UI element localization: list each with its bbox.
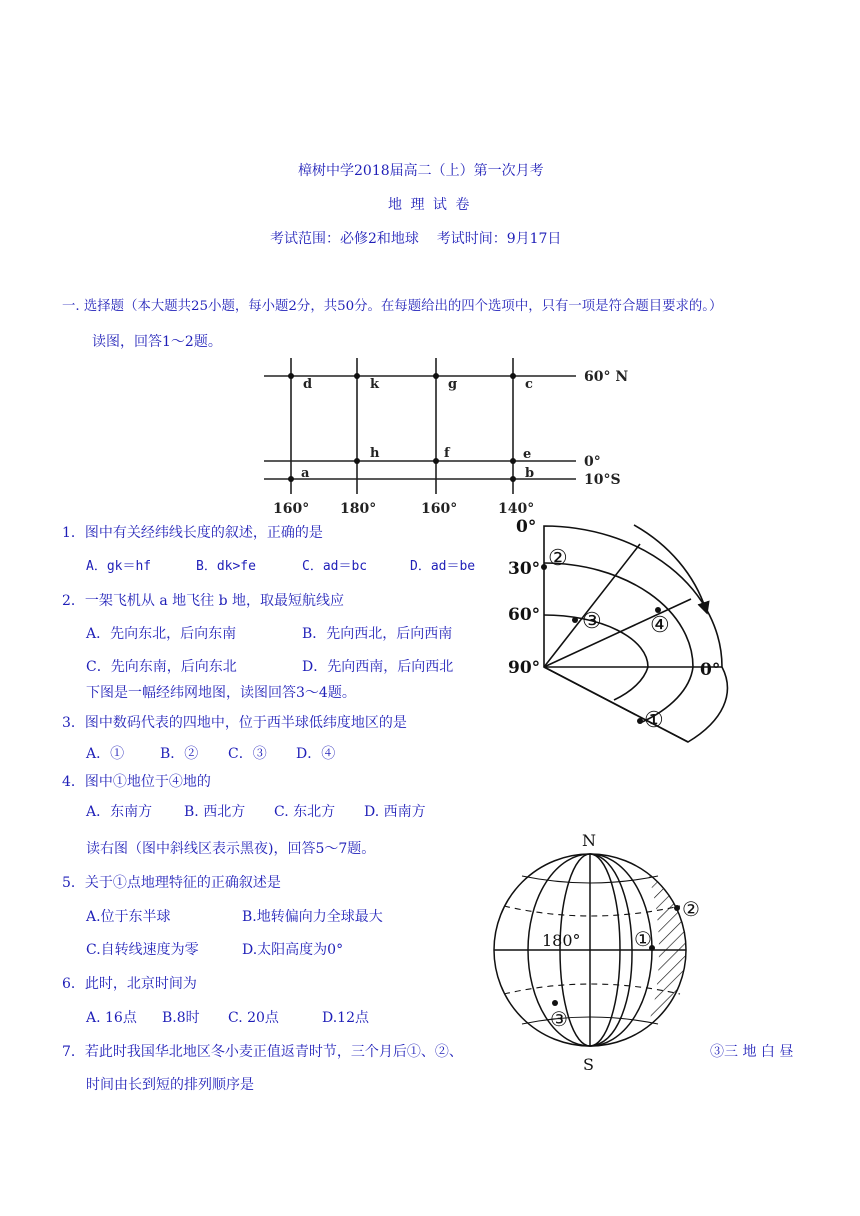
q1-option-c: C．ad＝bc <box>302 559 368 574</box>
point-k: k <box>370 377 380 392</box>
q4-option-d: D. 西南方 <box>364 804 426 820</box>
lon-label-3: 160° <box>421 501 458 517</box>
q2-option-c: C．先向东南，后向东北 <box>86 659 237 675</box>
point-b: b <box>525 466 535 481</box>
q4-option-a: A．东南方 <box>86 804 153 820</box>
q5-stem: 5．关于①点地理特征的正确叙述是 <box>62 875 281 891</box>
fig2-lon-0-label: 0° <box>700 660 721 680</box>
point-e: e <box>523 447 532 462</box>
q4-option-c: C. 东北方 <box>274 804 336 820</box>
q6-stem: 6．此时，北京时间为 <box>62 976 197 992</box>
section-heading: 一. 选择题（本大题共25小题，每小题2分，共50分。在每题给出的四个选项中，只有一项是符合题目要求的。） <box>62 299 723 314</box>
globe-marker-2: ② <box>682 897 700 921</box>
point-f: f <box>444 446 450 461</box>
q3-option-b: B．② <box>160 746 199 762</box>
q1-stem: 1．图中有关经纬线长度的叙述，正确的是 <box>62 525 323 541</box>
q3-option-c: C．③ <box>228 746 267 762</box>
q7-stem-part1: 7．若此时我国华北地区冬小麦正值返青时节，三个月后①、②、 <box>62 1044 463 1060</box>
fig2-intro: 下图是一幅经纬网地图，读图回答3～4题。 <box>86 685 356 701</box>
q5-option-c: C.自转线速度为零 <box>86 942 199 958</box>
lon-label-2: 180° <box>340 501 377 517</box>
q4-option-b: B. 西北方 <box>184 804 246 820</box>
lat-long-grid-figure <box>258 354 648 520</box>
point-h: h <box>370 446 380 461</box>
point-d: d <box>303 377 313 392</box>
fig2-lat-0-label: 0° <box>516 517 537 537</box>
q1-option-a: A．gk＝hf <box>86 559 152 574</box>
lat-equator-label: 0° <box>584 454 601 470</box>
q3-stem: 3．图中数码代表的四地中，位于西半球低纬度地区的是 <box>62 715 407 731</box>
fig2-lat-60-label: 60° <box>508 605 541 625</box>
lon-label-1: 160° <box>273 501 310 517</box>
sector-graticule-figure <box>500 510 740 746</box>
fig2-marker-1: ① <box>644 708 664 733</box>
fig2-lat-30-label: 30° <box>508 559 541 579</box>
q6-option-c: C. 20点 <box>228 1010 279 1026</box>
q7-stem-part3: 时间由长到短的排列顺序是 <box>86 1077 254 1093</box>
lat-60n-label: 60° N <box>584 369 629 385</box>
q2-option-b: B．先向西北，后向西南 <box>302 626 453 642</box>
globe-marker-3: ③ <box>550 1007 568 1031</box>
q6-option-b: B.8时 <box>162 1010 200 1026</box>
globe-north-label: N <box>582 831 596 850</box>
q3-option-d: D．④ <box>296 746 336 762</box>
fig3-intro: 读右图（图中斜线区表示黑夜)，回答5～7题。 <box>86 841 376 857</box>
q3-option-a: A．① <box>86 746 125 762</box>
q1-option-d: D．ad＝be <box>410 559 476 574</box>
exam-title: 樟树中学2018届高二（上）第一次月考 <box>298 163 544 179</box>
globe-south-label: S <box>583 1055 594 1074</box>
fig2-marker-2: ② <box>548 546 568 571</box>
globe-marker-1: ① <box>634 927 652 951</box>
globe-day-night-figure <box>484 828 714 1076</box>
q1-option-b: B．dk>fe <box>196 559 256 574</box>
fig1-intro: 读图，回答1～2题。 <box>92 334 222 350</box>
q7-stem-part2: ③三 地 白 昼 <box>710 1044 794 1060</box>
fig2-marker-4: ④ <box>650 613 670 638</box>
q2-option-d: D．先向西南，后向西北 <box>302 659 454 675</box>
q6-option-d: D.12点 <box>322 1010 369 1026</box>
exam-info: 考试范围：必修2和地球 考试时间：9月17日 <box>270 231 562 247</box>
globe-meridian-label: 180° <box>542 931 581 950</box>
lon-label-4: 140° <box>498 501 535 517</box>
lat-10s-label: 10°S <box>584 472 621 488</box>
q2-stem: 2．一架飞机从 a 地飞往 b 地，取最短航线应 <box>62 593 345 609</box>
q5-option-b: B.地转偏向力全球最大 <box>242 909 383 925</box>
q4-stem: 4．图中①地位于④地的 <box>62 774 211 790</box>
point-a: a <box>301 466 310 481</box>
point-c: c <box>525 377 533 392</box>
fig2-marker-3: ③ <box>582 609 602 634</box>
q5-option-d: D.太阳高度为0° <box>242 942 344 958</box>
q6-option-a: A. 16点 <box>86 1010 137 1026</box>
q5-option-a: A.位于东半球 <box>86 909 171 925</box>
q2-option-a: A．先向东北，后向东南 <box>86 626 237 642</box>
fig2-lat-90-label: 90° <box>508 658 541 678</box>
point-g: g <box>448 377 458 392</box>
subject-title: 地 理 试 卷 <box>388 197 472 213</box>
